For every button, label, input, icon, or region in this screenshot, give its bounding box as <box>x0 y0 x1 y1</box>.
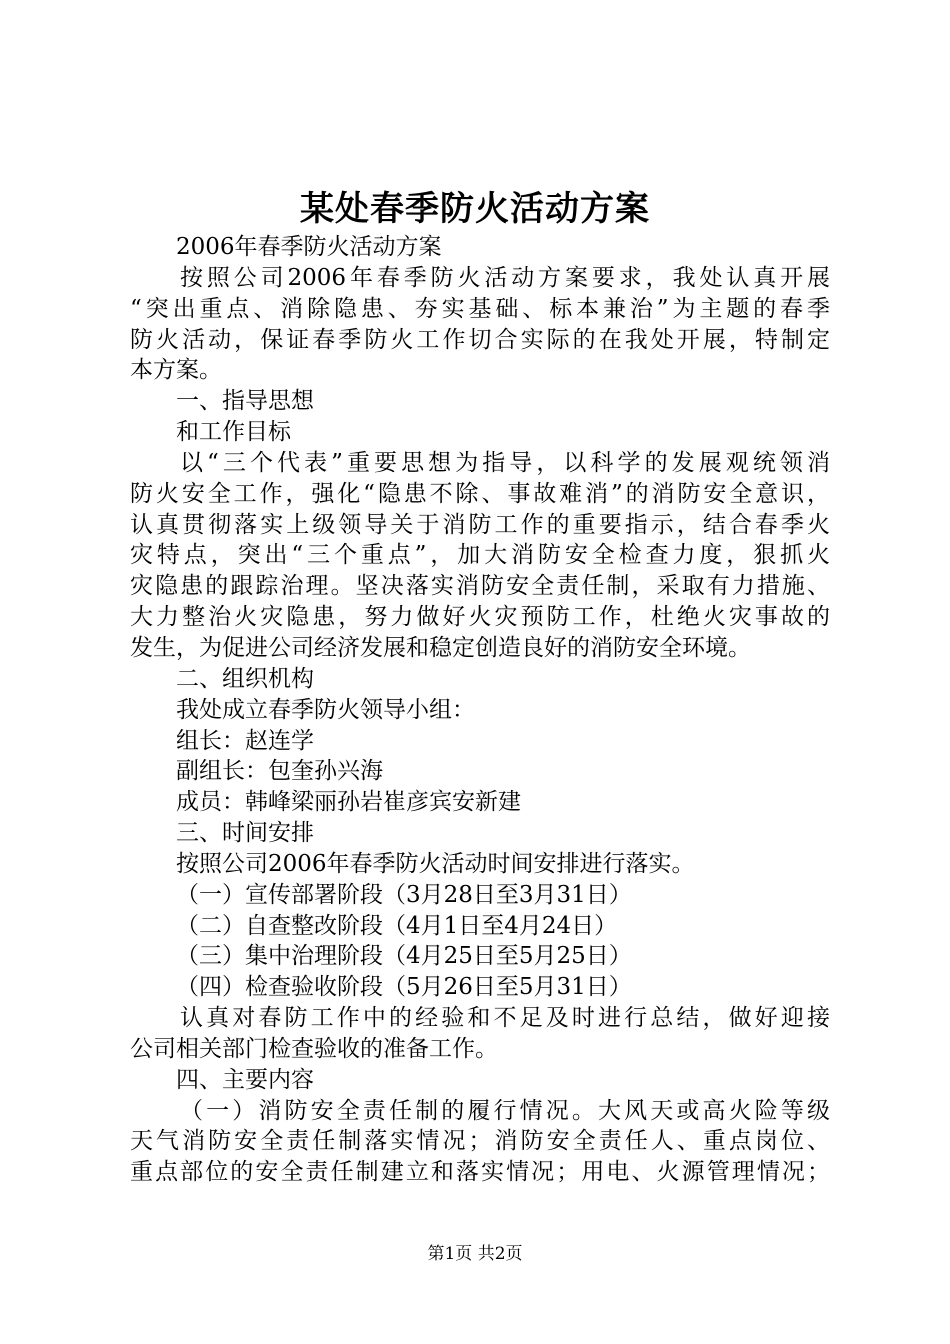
list-item: （一）宣传部署阶段（3月28日至3月31日） <box>176 881 632 908</box>
text-line: 成员：韩峰梁丽孙岩崔彦宾安新建 <box>176 789 521 816</box>
text-line: “突出重点、消除隐患、夯实基础、标本兼治”为主题的春季 <box>130 295 830 322</box>
text-line: 组长：赵连学 <box>176 727 314 754</box>
text-line: 公司相关部门检查验收的准备工作。 <box>130 1035 498 1062</box>
text-line: 按照公司2006年春季防火活动时间安排进行落实。 <box>176 850 695 877</box>
section-heading: 和工作目标 <box>176 419 291 446</box>
page-footer: 第1页 共2页 <box>427 1244 523 1264</box>
text-line: 重点部位的安全责任制建立和落实情况；用电、火源管理情况； <box>130 1159 830 1186</box>
text-line: 认真贯彻落实上级领导关于消防工作的重要指示，结合春季火 <box>130 511 830 538</box>
section-heading: 二、组织机构 <box>176 665 314 692</box>
text-line: 大力整治火灾隐患，努力做好火灾预防工作，杜绝火灾事故的 <box>130 604 830 631</box>
text-line: 防火活动，保证春季防火工作切合实际的在我处开展，特制定 <box>130 326 830 353</box>
text-line: 防火安全工作，强化“隐患不除、事故难消”的消防安全意识， <box>130 480 830 507</box>
list-item: （四）检查验收阶段（5月26日至5月31日） <box>176 974 632 1001</box>
text-line: 灾隐患的跟踪治理。坚决落实消防安全责任制，采取有力措施、 <box>130 573 830 600</box>
text-line: 认真对春防工作中的经验和不足及时进行总结，做好迎接 <box>180 1005 830 1032</box>
list-item: （三）集中治理阶段（4月25日至5月25日） <box>176 943 632 970</box>
list-item: （二）自查整改阶段（4月1日至4月24日） <box>176 912 618 939</box>
section-heading: 三、时间安排 <box>176 820 314 847</box>
text-line: 2006年春季防火活动方案 <box>176 234 442 260</box>
text-line: 我处成立春季防火领导小组： <box>176 696 475 723</box>
document-title: 某处春季防火活动方案 <box>300 189 650 229</box>
text-line: 本方案。 <box>130 357 222 384</box>
text-line: 天气消防安全责任制落实情况；消防安全责任人、重点岗位、 <box>130 1128 830 1155</box>
section-heading: 四、主要内容 <box>176 1066 314 1093</box>
text-line: （一）消防安全责任制的履行情况。大风天或高火险等级 <box>180 1097 830 1124</box>
text-line: 以“三个代表”重要思想为指导，以科学的发展观统领消 <box>180 449 830 476</box>
text-line: 副组长：包奎孙兴海 <box>176 758 383 785</box>
text-line: 按照公司2006年春季防火活动方案要求，我处认真开展 <box>180 264 830 291</box>
section-heading: 一、指导思想 <box>176 388 314 415</box>
text-line: 发生，为促进公司经济发展和稳定创造良好的消防安全环境。 <box>130 634 751 661</box>
document-body <box>130 232 830 1188</box>
text-line: 灾特点，突出“三个重点”，加大消防安全检查力度，狠抓火 <box>130 542 830 569</box>
